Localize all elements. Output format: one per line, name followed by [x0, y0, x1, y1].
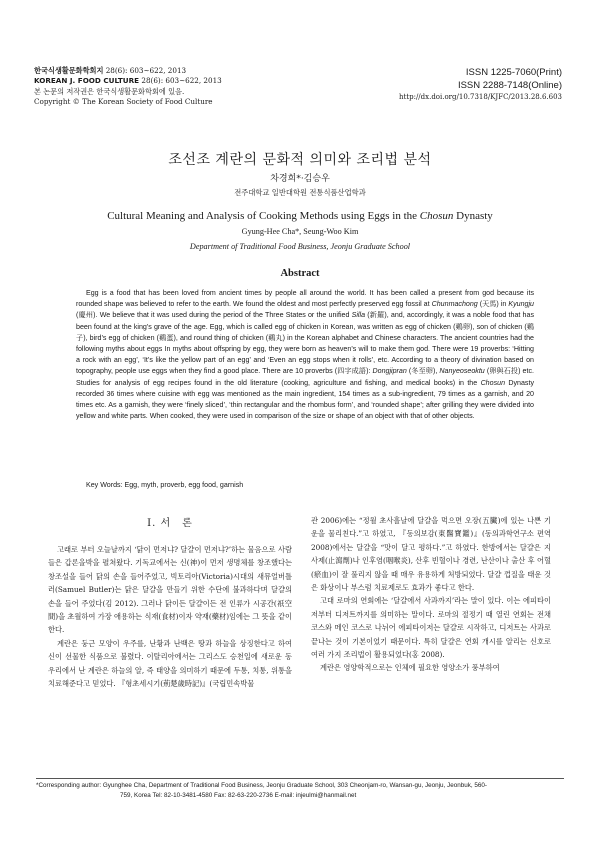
paragraph: 계란은 둥근 모양이 우주를, 난황과 난백은 땅과 하늘을 상징한다고 하여 신이 선물한 식품으로 불렸다. 이탈리아에서는 그리스도 승천일에 새로운 동우리에서 난 계란은 하늘의 알, 즉 태양을 의미하기 때문에 두통, 치통, 위통을 치료해준다고 믿었다. 『형초세시기(荊楚歲時記)』(국립민속박물	[48, 638, 292, 689]
body-column-left	[48, 543, 292, 690]
affiliation-korean: 전주대학교 일반대학원 전통식품산업학과	[234, 188, 366, 197]
journal-cite-en: 28(6): 603~622, 2013	[141, 76, 222, 86]
journal-line-en	[34, 76, 222, 86]
doi-link[interactable]: http://dx.doi.org/10.7318/KJFC/2013.28.6.603	[398, 93, 562, 101]
footnote-line-2: 759, Korea Tel: 82-10-3481-4580 Fax: 82-63-220-2736 E-mail: injeulmi@hanmail.net	[120, 792, 357, 799]
abstract-text: (卵與石投) etc. Studies for analysis of egg recipes found in the old literature (cooking, agriculture and fishing, and medical books) in the	[76, 367, 534, 387]
abstract-text: Egg is a food that has been loved from ancient times by people all around the world. It has been called a present from god because its rounded shape was believed to refer to the earth. We found the oldest and most perfectly preserved egg fossil at	[76, 289, 534, 309]
journal-cite-ko: 28(6): 603~622, 2013	[105, 66, 187, 75]
authors-english: Gyung-Hee Cha*, Seung-Woo Kim	[241, 227, 359, 236]
paragraph: 계란은 영양학적으로는 인체에 필요한 영양소가 풍부하여	[320, 663, 500, 673]
abstract-italic: Kyungju	[508, 300, 534, 309]
journal-line-ko	[34, 66, 222, 76]
title-english	[0, 210, 600, 222]
journal-header	[34, 66, 222, 108]
abstract-italic: Chosun	[480, 378, 506, 387]
section-heading-intro: Ⅰ. 서 론	[147, 518, 193, 529]
abstract-italic: Dongjipran	[372, 367, 407, 376]
title-en-italic: Chosun	[419, 210, 454, 222]
issn-online: ISSN 2288-7148(Online)	[457, 80, 562, 91]
paragraph: 고대 로마의 연회에는 ‘달걀에서 사과까지’라는 말이 있다. 이는 에피타이저부터 디저트까지를 의미하는 말이다. 로마의 절정기 때 열린 연회는 전채코스와 메인 코스로 나뉘어 에피타이저는 달걀로 시작하고, 디저트는 사과로 끝나는 것이 기본이었기 때문이다. 특히 달걀은 연회 개시를 알리는 신호로 여러 가지 조리법이 활용되었다(홍 2008).	[311, 596, 551, 660]
abstract-italic: Nanyeoseoktu	[439, 367, 485, 376]
authors-korean: 차경희*·김승우	[270, 174, 330, 184]
issn-print: ISSN 1225-7060(Print)	[465, 67, 562, 78]
affiliation-english: Department of Traditional Food Business, Jeonju Graduate School	[189, 242, 411, 251]
footnote-line-1: *Corresponding author: Gyunghee Cha, Department of Traditional Food Business, Jeonju Graduate School, 303 Cheonjam-ro, Wansan-gu, Jeonju, Jeonbuk, 560-	[36, 782, 487, 789]
abstract-text: Dynasty recorded 36 times where cuisine with egg was mentioned as the main ingredient, 154 times as a sub-ingredient, 79 times as a garnish, and 20 times etc. As a garnish, they were ‘finely sliced’, ‘thin rectangular and the rhombus form’, and ‘rounded shape’; after grilling they were divided into yellow and white parts. When cooked, they were used in comparison of the size or shape of an object with that of other objects.	[76, 378, 534, 421]
body-column-right	[311, 514, 551, 675]
footnote-divider	[36, 778, 564, 779]
title-en-part2: Dynasty	[453, 210, 493, 222]
title-en-part1: Cultural Meaning and Analysis of Cooking Methods using Eggs in the	[107, 210, 420, 222]
abstract-text: (天馬) in	[477, 300, 509, 309]
copyright-ko: 본 논문의 저작권은 한국식생활문화학회에 있음.	[34, 86, 185, 96]
abstract-heading: Abstract	[280, 268, 320, 279]
title-korean: 조선조 계란의 문화적 의미와 조리법 분석	[168, 152, 432, 168]
paragraph: 관 2006)에는 “정월 초사흘날에 달걀을 먹으면 오장(五臟)에 있는 나쁜 기운을 물리친다.”고 하였고, 『동의보감(東醫寶鑑)』(동의과학연구소 편역 2008)에서는 달걀을 “맛이 달고 평하다.”고 하였다. 한방에서는 달걀은 지사제(止瀉劑)나 인후염(咽喉炎), 산후 빈혈이나 경련, 난산이나 출산 후 어혈(瘀血)이 잘 풀리지 않을 때 매우 유용하게 처방되었다. 달걀 껍질을 태운 것은 화상이나 부스럼 치료제로도 효과가 좋다고 한다.	[311, 516, 551, 593]
abstract-body	[76, 288, 534, 422]
journal-name-ko: 한국식생활문화학회지	[34, 66, 104, 75]
corresponding-author-footnote	[36, 781, 572, 801]
abstract-text: (冬至卵),	[406, 367, 440, 376]
issn-block	[399, 66, 562, 103]
abstract-text: (慶州). We believe that it was used during the period of the Three States or the unified	[76, 311, 352, 320]
copyright-en: Copyright © The Korean Society of Food Culture	[34, 97, 213, 107]
journal-name-en: KOREAN J. FOOD CULTURE	[34, 76, 140, 86]
keywords: Key Words: Egg, myth, proverb, egg food, garnish	[86, 481, 244, 489]
abstract-italic: Silla	[351, 311, 366, 320]
abstract-italic: Chunmachong	[431, 300, 478, 309]
paragraph: 고래로 부터 오늘날까지 ‘닭이 먼저냐? 달걀이 먼저냐?’하는 물음으로 사람들은 갑론을박을 펼쳐왔다. 기독교에서는 신(神)이 먼저 생명체를 창조했다는 창조설을 들어 닭의 손을 들어주었고, 빅토리아(Victoria)시대의 새뮤얼버틀러(Samuel Butler)는 닭은 달걀을 만들기 위한 수단에 불과하다며 달걀의 손을 들어 주었다(김 2012). 그러나 닭이든 달걀이든 전 인류가 시공간(祇空間)을 초월하여 가장 애용하는 식재(食材)이자 약재(藥材)임에는 그 뜻을 같이한다.	[48, 545, 292, 635]
abstract-text: (新羅), and, accordingly, it was a noble food that has been found at the king’s grave of the age. Egg, which is called egg of chicken in Korean, was written as egg of chicken (鷄卵), son of chicken (鷄子), bird’s egg of chicken (鷄蛋), and round thing of chicken (鷄丸) in the Korean alphabet and Chinese characters. The ancient countries had the following myths about eggs In myths about offspring by egg, they were born as heaven’s will to make them god. There were 19 proverbs: ‘Hitting a rock with an egg’, ‘It’s like the yellow part of an egg’ and ‘Even an egg stops when it rolls’, etc. According to a theory of divination based on topography, people use eggs when they find a good place. There are 10 proverbs (四字成語):	[76, 311, 534, 376]
